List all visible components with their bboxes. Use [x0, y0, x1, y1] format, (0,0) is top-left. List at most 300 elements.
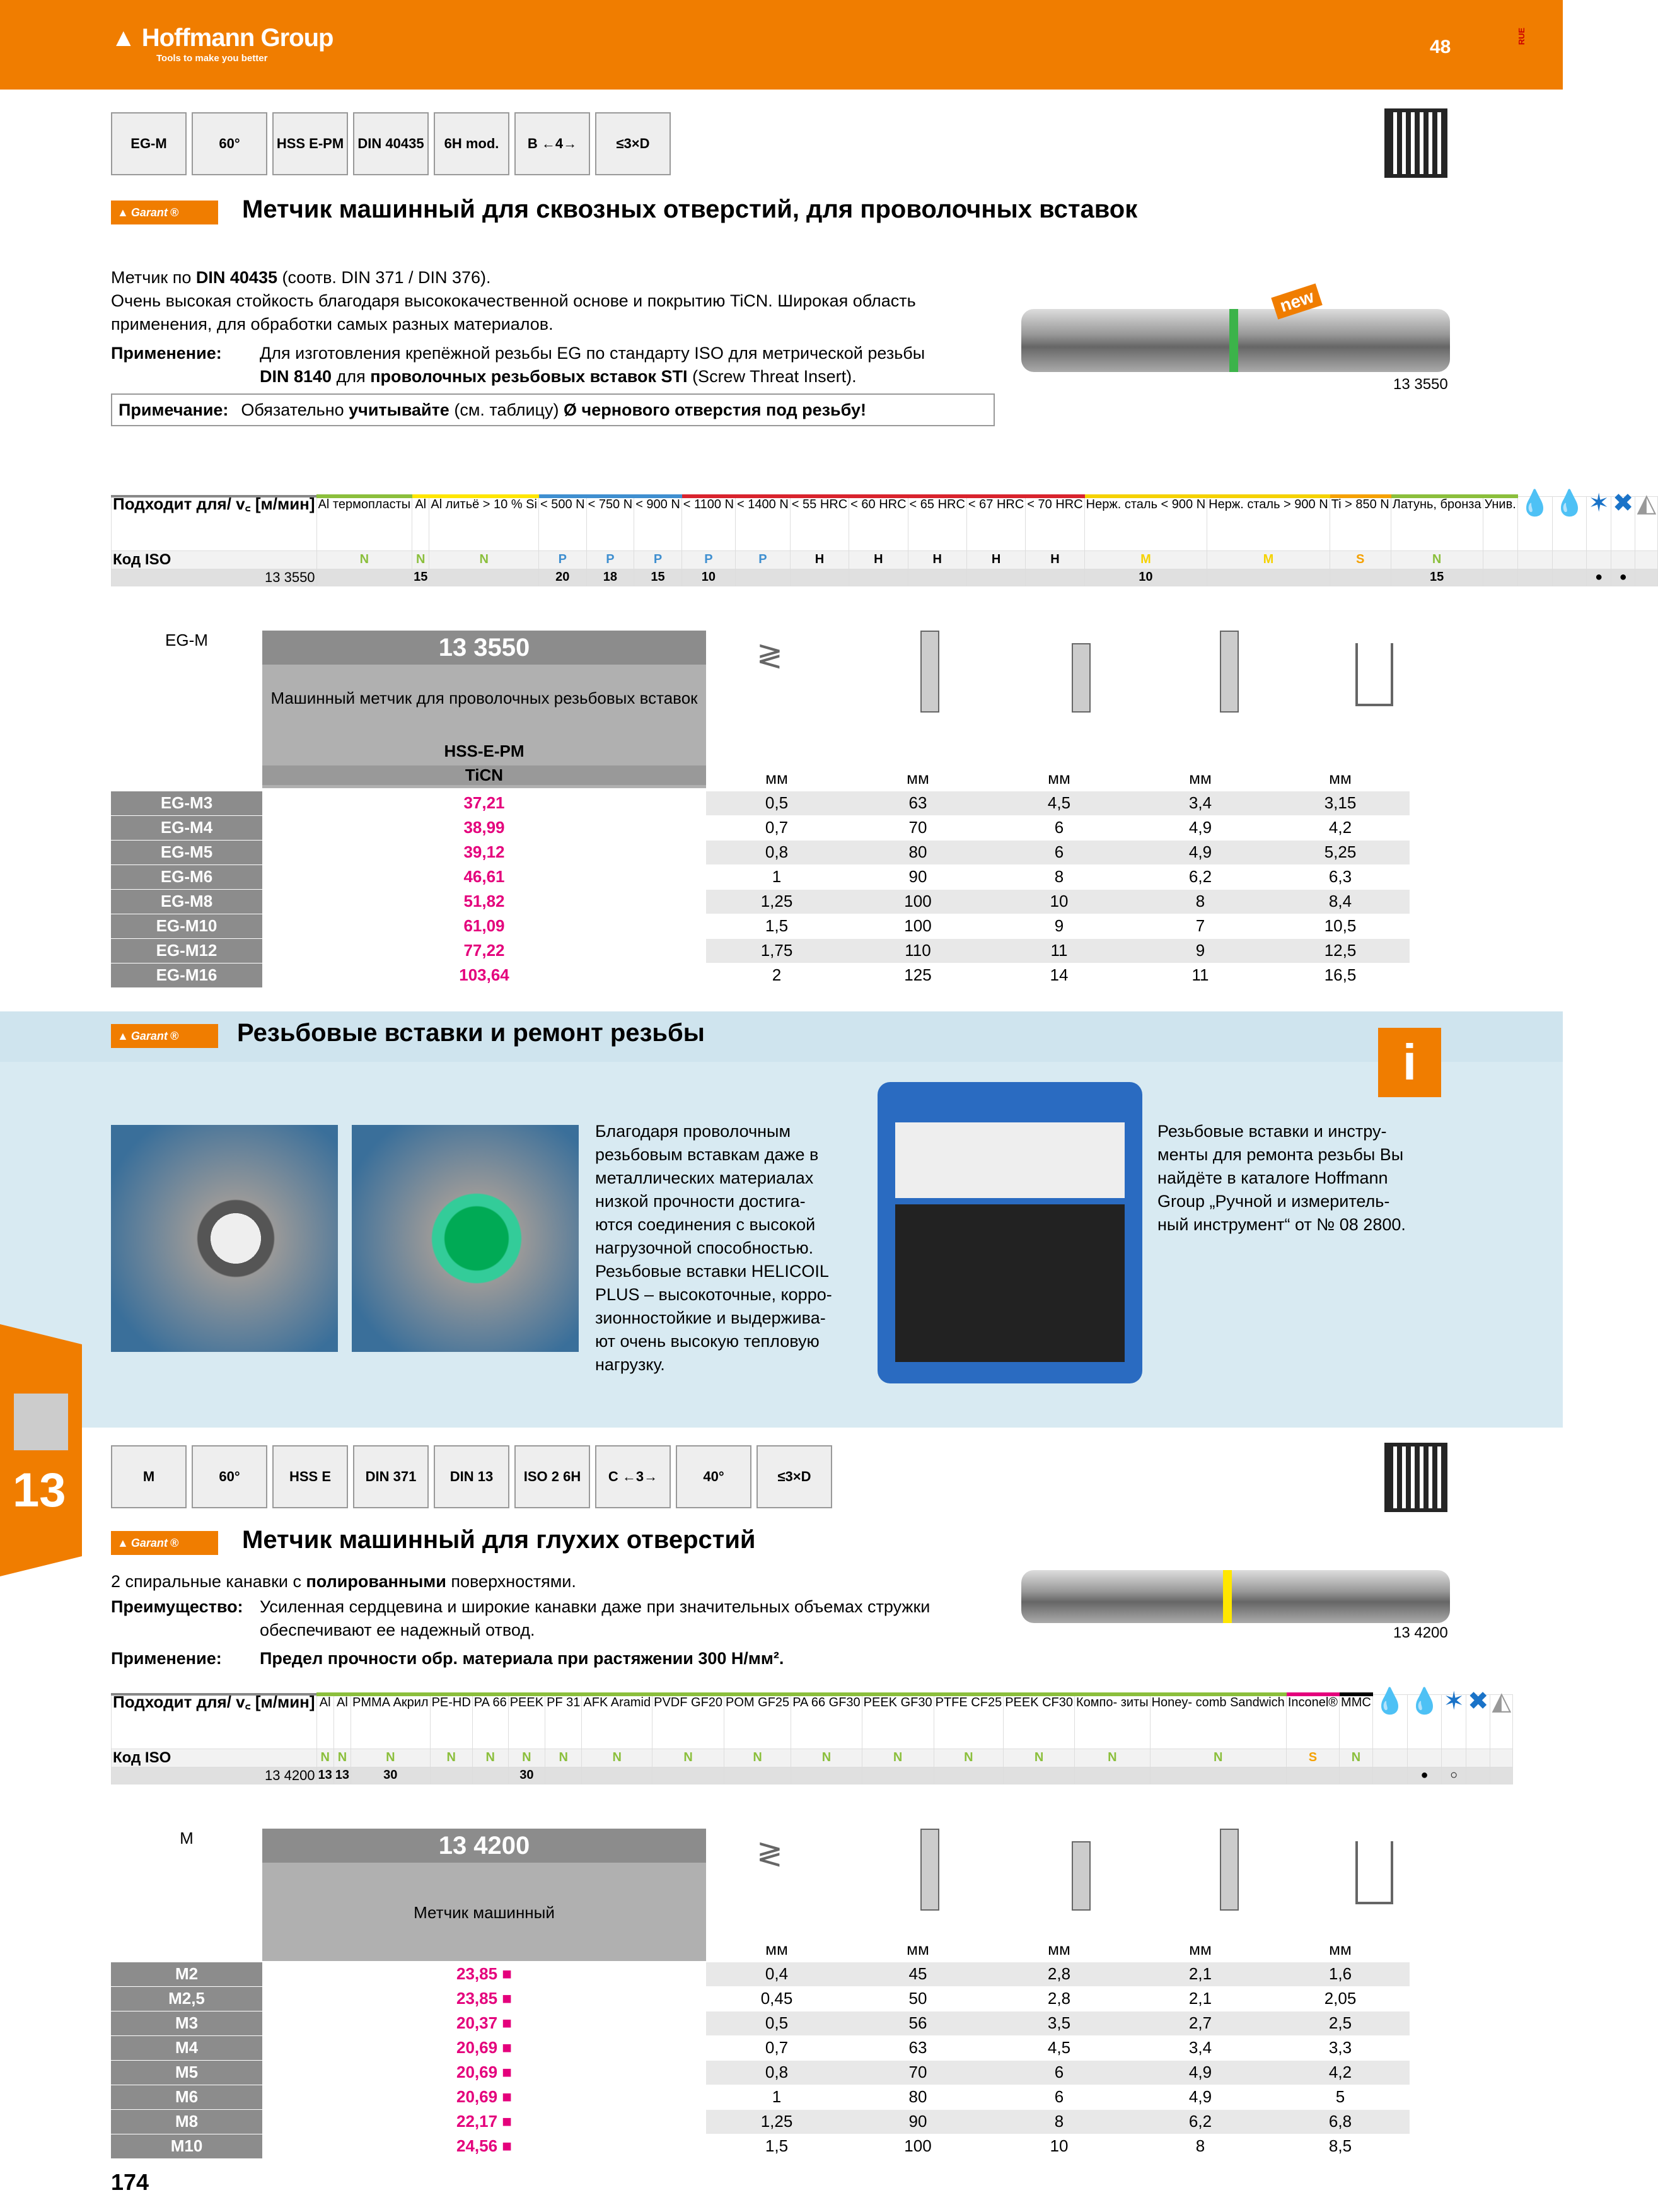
price-cell: 23,85 ■ — [262, 1986, 706, 2011]
size-cell: EG-M8 — [111, 889, 262, 914]
emulsion-drop-icon: 💧 — [1552, 496, 1587, 550]
spec-icon: 60° — [192, 1445, 267, 1508]
mat-col: < 60 HRC — [849, 496, 908, 550]
size-cell: EG-M4 — [111, 815, 262, 840]
oil-drop-icon: 💧 — [1517, 496, 1552, 550]
size-cell: M2,5 — [111, 1986, 262, 2011]
size-cell: M4 — [111, 2035, 262, 2060]
value-cell: 7 — [1130, 914, 1271, 938]
tool-length-icon — [920, 1829, 939, 1911]
value-cell: 6,8 — [1271, 2109, 1410, 2134]
mat-col: < 1100 N — [681, 496, 735, 550]
iso-code: P — [634, 550, 682, 569]
mat-col: < 900 N — [634, 496, 682, 550]
iso-code: N — [862, 1749, 934, 1767]
value-cell: 8 — [1130, 2134, 1271, 2158]
iso-code: N — [333, 1749, 351, 1767]
mat-col: Латунь, бронза — [1391, 496, 1483, 550]
value-cell: 45 — [847, 1962, 988, 1986]
iso-code: M — [1207, 550, 1330, 569]
mat-col: Al литьё > 10 % Si — [429, 496, 539, 550]
kit-label-area — [895, 1122, 1125, 1198]
price-cell: 51,82 — [262, 889, 706, 914]
application-label: Применение: — [111, 1649, 222, 1668]
speed — [862, 1767, 934, 1784]
value-cell: 6 — [988, 2060, 1130, 2085]
mat-col: PEEK GF30 — [862, 1694, 934, 1749]
value-cell: 4,2 — [1271, 815, 1410, 840]
price-cell: 39,12 — [262, 840, 706, 864]
iso-label: Код ISO — [112, 1749, 317, 1767]
speed — [316, 569, 412, 586]
thread-photo-before — [111, 1125, 338, 1352]
section2-title: Резьбовые вставки и ремонт резьбы — [237, 1019, 705, 1047]
price-cell: 24,56 ■ — [262, 2134, 706, 2158]
price-cell: 103,64 — [262, 963, 706, 987]
mat-col: < 55 HRC — [790, 496, 849, 550]
speed: 10 — [681, 569, 735, 586]
mat-col: Al — [316, 1694, 333, 1749]
speed: 15 — [412, 569, 429, 586]
price-cell: 20,37 ■ — [262, 2011, 706, 2035]
iso-code: P — [538, 550, 586, 569]
spec-icon: M — [111, 1445, 187, 1508]
value-cell: 4,9 — [1130, 2060, 1271, 2085]
info-icon[interactable]: i — [1378, 1028, 1441, 1097]
iso-code: N — [429, 550, 539, 569]
value-cell: 2,8 — [988, 1986, 1130, 2011]
tool-ring-yellow — [1223, 1570, 1232, 1623]
speed-row-label: 13 4200 — [112, 1767, 317, 1784]
qr-code-icon[interactable] — [1384, 108, 1447, 178]
value-cell: 16,5 — [1271, 963, 1410, 987]
oil-drop-icon: 💧 — [1372, 1694, 1407, 1749]
price-marker-icon: ■ — [497, 2013, 512, 2032]
mat-col: MMC — [1340, 1694, 1373, 1749]
mat-col: < 1400 N — [736, 496, 791, 550]
speed — [1483, 569, 1517, 586]
mat-col: PVDF GF20 — [652, 1694, 724, 1749]
unit-cell: мм — [1130, 766, 1271, 791]
value-cell: 6 — [988, 815, 1130, 840]
table-row — [111, 2134, 1410, 2158]
section1-desc: Метчик по DIN 40435 (соотв. DIN 371 / DIN 376). Очень высокая стойкость благодаря высококачественной основе и покрытию TiCN. Широкая область применения, для обработки самых разных материалов. — [111, 268, 916, 334]
table-series-label: M — [180, 1829, 194, 1848]
price-cell: 77,22 — [262, 938, 706, 963]
mat-col: Al — [333, 1694, 351, 1749]
shank-diameter-icon — [1072, 643, 1091, 713]
value-cell: 6,2 — [1130, 2109, 1271, 2134]
value-cell: 1,25 — [706, 889, 847, 914]
price-marker-icon: ■ — [497, 1964, 512, 1983]
thread-photo-insert — [352, 1125, 579, 1352]
value-cell: 8 — [1130, 889, 1271, 914]
page-tab-number: 48 — [1430, 37, 1451, 57]
value-cell: 2,7 — [1130, 2011, 1271, 2035]
mat-col: < 500 N — [538, 496, 586, 550]
value-cell: 1,25 — [706, 2109, 847, 2134]
iso-code: M — [1084, 550, 1207, 569]
iso-code: H — [908, 550, 966, 569]
speed: 13 — [333, 1767, 351, 1784]
coolant-mark: ○ — [1442, 1767, 1466, 1784]
product-coating: TiCN — [262, 765, 706, 785]
air-icon: ◭ — [1490, 1694, 1513, 1749]
value-cell: 80 — [847, 2085, 988, 2109]
note-box: Примечание: Обязательно учитывайте (см. таблицу) Ø чернового отверстия под резьбу! — [111, 393, 995, 426]
table-row — [111, 889, 1410, 914]
product-code: 13 4200 — [262, 1829, 706, 1863]
mql-icon: ✶ — [1587, 496, 1611, 550]
thread-pitch-icon: ≷ — [757, 1836, 783, 1871]
section2-text-left: Благодаря проволочным резьбовым вставкам даже в металлических материалах низкой прочности достига- ются соединения с высокой нагрузочной способностью. Резьбовые вставки HELICOIL PLUS – высокоточные, корро- зионностойкие и выдержива- ют очень высокую тепловую нагрузку. — [595, 1122, 832, 1374]
mat-col: PEEK — [508, 1694, 545, 1749]
value-cell: 70 — [847, 815, 988, 840]
size-cell: EG-M12 — [111, 938, 262, 963]
iso-code: H — [790, 550, 849, 569]
speed — [430, 1767, 472, 1784]
value-cell: 3,15 — [1271, 791, 1410, 815]
price-marker-icon: ■ — [497, 2038, 512, 2057]
mat-col: Унив. — [1483, 496, 1517, 550]
qr-code-icon[interactable] — [1384, 1443, 1447, 1512]
value-cell: 8 — [988, 2109, 1130, 2134]
iso-code: N — [1150, 1749, 1286, 1767]
mat-col: Ti > 850 N — [1330, 496, 1391, 550]
value-cell: 10 — [988, 889, 1130, 914]
spec-icon: EG-M — [111, 112, 187, 175]
shank-diameter-icon — [1072, 1841, 1091, 1911]
coolant-mark — [1372, 1767, 1407, 1784]
mat-col: Al термопласты — [316, 496, 412, 550]
iso-code: S — [1330, 550, 1391, 569]
coolant-mark: ● — [1407, 1767, 1442, 1784]
application-text: Для изготовления крепёжной резьбы EG по стандарту ISO для метрической резьбы DIN 8140 для проволочных резьбовых вставок STI (Screw Threat Insert). — [260, 344, 925, 386]
table-row — [111, 864, 1410, 889]
value-cell: 1 — [706, 2085, 847, 2109]
iso-code: N — [1340, 1749, 1373, 1767]
mat-col: Компо- зиты — [1075, 1694, 1151, 1749]
value-cell: 3,4 — [1130, 791, 1271, 815]
spec-icon: 6H mod. — [434, 112, 509, 175]
value-cell: 8,4 — [1271, 889, 1410, 914]
table-row — [111, 2011, 1410, 2035]
mat-head: Подходит для/ v꜀ [м/мин] — [112, 496, 317, 550]
value-cell: 0,45 — [706, 1986, 847, 2011]
table-row — [111, 2060, 1410, 2085]
spec-icon: HSS E — [272, 1445, 348, 1508]
kit-inserts-area — [895, 1204, 1125, 1362]
value-cell: 50 — [847, 1986, 988, 2011]
data-table-1 — [111, 766, 1410, 988]
value-cell: 4,5 — [988, 791, 1130, 815]
speed: 10 — [1084, 569, 1207, 586]
value-cell: 100 — [847, 889, 988, 914]
price-marker-icon: ■ — [497, 1989, 512, 2008]
drill-icon — [14, 1394, 68, 1450]
square-size-icon — [1220, 631, 1239, 713]
unit-cell: мм — [706, 766, 847, 791]
table-row — [111, 2035, 1410, 2060]
value-cell: 90 — [847, 864, 988, 889]
speed-row-label: 13 3550 — [112, 569, 317, 586]
value-cell: 0,8 — [706, 2060, 847, 2085]
advantage-text: Усиленная сердцевина и широкие канавки даже при значительных объемах стружки обеспечивают ее надежный отвод. — [260, 1597, 930, 1639]
value-cell: 63 — [847, 791, 988, 815]
value-cell: 90 — [847, 2109, 988, 2134]
mat-col: POM GF25 — [724, 1694, 791, 1749]
unit-cell: мм — [847, 1937, 988, 1962]
section1-title: Метчик машинный для сквозных отверстий, для проволочных вставок — [242, 195, 1138, 223]
iso-code: P — [681, 550, 735, 569]
speed: 30 — [508, 1767, 545, 1784]
value-cell: 4,5 — [988, 2035, 1130, 2060]
unit-cell: мм — [988, 766, 1130, 791]
mat-col: Al — [412, 496, 429, 550]
iso-code: N — [1075, 1749, 1151, 1767]
table-row — [111, 1962, 1410, 1986]
speed: 30 — [351, 1767, 431, 1784]
coolant-mark — [1466, 1767, 1490, 1784]
value-cell: 4,9 — [1130, 2085, 1271, 2109]
speed — [724, 1767, 791, 1784]
tap-image — [1021, 1570, 1450, 1623]
value-cell: 1,5 — [706, 914, 847, 938]
value-cell: 14 — [988, 963, 1130, 987]
mat-col: PF 31 — [545, 1694, 582, 1749]
chapter-tab[interactable] — [0, 1324, 82, 1576]
table-row — [111, 963, 1410, 987]
value-cell: 2,1 — [1130, 1962, 1271, 1986]
speed: 20 — [538, 569, 586, 586]
unit-cell: мм — [1271, 766, 1410, 791]
spec-icons-1 — [111, 112, 671, 175]
size-cell: M8 — [111, 2109, 262, 2134]
tool-length-icon — [920, 631, 939, 713]
spec-icon: C ←3→ — [595, 1445, 671, 1508]
speed — [472, 1767, 508, 1784]
speed: 15 — [1391, 569, 1483, 586]
square-size-icon — [1220, 1829, 1239, 1911]
iso-code: N — [652, 1749, 724, 1767]
coolant-mark — [1635, 569, 1658, 586]
language-code: RUE — [1517, 27, 1527, 45]
price-cell: 38,99 — [262, 815, 706, 840]
mat-col: Honey- comb Sandwich — [1150, 1694, 1286, 1749]
new-badge: new — [1271, 283, 1323, 319]
section3-desc: 2 спиральные канавки с полированными поверхностями. — [111, 1572, 576, 1591]
spec-icon: DIN 13 — [434, 1445, 509, 1508]
speed: 13 — [316, 1767, 333, 1784]
chapter-number: 13 — [13, 1464, 66, 1517]
value-cell: 9 — [1130, 938, 1271, 963]
table-row — [111, 791, 1410, 815]
value-cell: 125 — [847, 963, 988, 987]
dry-icon: ✖ — [1466, 1694, 1490, 1749]
speed — [1075, 1767, 1151, 1784]
speed — [1207, 569, 1330, 586]
value-cell: 0,7 — [706, 2035, 847, 2060]
mql-icon: ✶ — [1442, 1694, 1466, 1749]
value-cell: 56 — [847, 2011, 988, 2035]
price-marker-icon: ■ — [497, 2063, 512, 2081]
value-cell: 63 — [847, 2035, 988, 2060]
table-row — [111, 938, 1410, 963]
speed — [791, 1767, 862, 1784]
price-cell: 20,69 ■ — [262, 2060, 706, 2085]
tool-ring-green — [1229, 309, 1238, 372]
unit-cell: мм — [988, 1937, 1130, 1962]
value-cell: 4,9 — [1130, 840, 1271, 864]
mat-col: PMMA Акрил — [351, 1694, 431, 1749]
spec-icon: ISO 2 6H — [514, 1445, 590, 1508]
value-cell: 4,2 — [1271, 2060, 1410, 2085]
speed — [1150, 1767, 1286, 1784]
value-cell: 100 — [847, 914, 988, 938]
mat-col: Inconel® — [1286, 1694, 1339, 1749]
section2-text-right: Резьбовые вставки и инстру- менты для ремонта резьбы Вы найдёте в каталоге Hoffmann Group „Ручной и измеритель- ный инструмент“ от № 08 2800. — [1157, 1122, 1406, 1234]
iso-code: N — [412, 550, 429, 569]
table-row — [111, 2085, 1410, 2109]
speed — [934, 1767, 1004, 1784]
price-marker-icon: ■ — [497, 2087, 512, 2106]
iso-code: N — [316, 1749, 333, 1767]
coolant-mark: ● — [1611, 569, 1635, 586]
value-cell: 4,9 — [1130, 815, 1271, 840]
value-cell: 8 — [988, 864, 1130, 889]
price-cell: 22,17 ■ — [262, 2109, 706, 2134]
speed — [1004, 1767, 1075, 1784]
coolant-mark — [1552, 569, 1587, 586]
table-row — [111, 914, 1410, 938]
table-row — [111, 1986, 1410, 2011]
drill-hole-icon — [1355, 1841, 1393, 1904]
value-cell: 0,5 — [706, 791, 847, 815]
unit-cell: мм — [1271, 1937, 1410, 1962]
size-cell: M3 — [111, 2011, 262, 2035]
iso-code: N — [724, 1749, 791, 1767]
price-cell: 61,09 — [262, 914, 706, 938]
drill-hole-icon — [1355, 643, 1393, 706]
value-cell: 0,8 — [706, 840, 847, 864]
tool-number: 13 4200 — [1393, 1624, 1448, 1641]
size-cell: M10 — [111, 2134, 262, 2158]
size-cell: M6 — [111, 2085, 262, 2109]
spec-icon: ≤3×D — [595, 112, 671, 175]
unit-cell: мм — [706, 1937, 847, 1962]
iso-code: H — [966, 550, 1025, 569]
iso-code: N — [1004, 1749, 1075, 1767]
mat-col: AFK Aramid — [582, 1694, 652, 1749]
price-cell: 37,21 — [262, 791, 706, 815]
spec-icon: DIN 40435 — [353, 112, 429, 175]
value-cell: 100 — [847, 2134, 988, 2158]
value-cell: 2,8 — [988, 1962, 1130, 1986]
air-icon: ◭ — [1635, 496, 1658, 550]
value-cell: 2,1 — [1130, 1986, 1271, 2011]
iso-code: N — [791, 1749, 862, 1767]
dry-icon: ✖ — [1611, 496, 1635, 550]
coolant-mark — [1517, 569, 1552, 586]
value-cell: 1,5 — [706, 2134, 847, 2158]
application-label: Применение: — [111, 344, 222, 363]
mat-col: < 70 HRC — [1026, 496, 1084, 550]
value-cell: 110 — [847, 938, 988, 963]
brand-tagline: Tools to make you better — [156, 53, 268, 64]
iso-code: N — [351, 1749, 431, 1767]
price-cell: 20,69 ■ — [262, 2035, 706, 2060]
value-cell: 9 — [988, 914, 1130, 938]
product-code: 13 3550 — [262, 631, 706, 665]
iso-code: N — [430, 1749, 472, 1767]
value-cell: 10 — [988, 2134, 1130, 2158]
product-material: HSS-E-PM — [444, 742, 525, 760]
garant-logo: ▲ Garant ® — [111, 201, 218, 224]
coolant-mark: ● — [1587, 569, 1611, 586]
value-cell: 5 — [1271, 2085, 1410, 2109]
value-cell: 3,5 — [988, 2011, 1130, 2035]
tool-number: 13 3550 — [1393, 376, 1448, 393]
speed — [652, 1767, 724, 1784]
mat-col: < 750 N — [586, 496, 634, 550]
speed — [1330, 569, 1391, 586]
value-cell: 70 — [847, 2060, 988, 2085]
size-cell: EG-M10 — [111, 914, 262, 938]
mat-col: < 67 HRC — [966, 496, 1025, 550]
table-row — [111, 840, 1410, 864]
value-cell: 6,2 — [1130, 864, 1271, 889]
value-cell: 0,7 — [706, 815, 847, 840]
mat-col: Нерж. сталь < 900 N — [1084, 496, 1207, 550]
mat-col: PA 66 — [472, 1694, 508, 1749]
material-table-2 — [111, 1687, 1513, 1784]
spec-icon: HSS E-PM — [272, 112, 348, 175]
spec-icon: 40° — [676, 1445, 751, 1508]
data-table-2 — [111, 1937, 1410, 2159]
value-cell: 3,4 — [1130, 2035, 1271, 2060]
mat-col: PE-HD — [430, 1694, 472, 1749]
mat-col: PA 66 GF30 — [791, 1694, 862, 1749]
iso-code: P — [586, 550, 634, 569]
brand-logo: ▲ Hoffmann Group Tools to make you better — [111, 24, 333, 64]
price-cell: 46,61 — [262, 864, 706, 889]
advantage-label: Преимущество: — [111, 1597, 243, 1616]
size-cell: EG-M6 — [111, 864, 262, 889]
size-cell: EG-M5 — [111, 840, 262, 864]
value-cell: 6 — [988, 840, 1130, 864]
section3-title: Метчик машинный для глухих отверстий — [242, 1526, 756, 1554]
emulsion-drop-icon: 💧 — [1407, 1694, 1442, 1749]
value-cell: 80 — [847, 840, 988, 864]
iso-code: H — [849, 550, 908, 569]
speed — [966, 569, 1025, 586]
price-marker-icon: ■ — [497, 2136, 512, 2155]
value-cell: 2,5 — [1271, 2011, 1410, 2035]
size-cell: M5 — [111, 2060, 262, 2085]
table-series-label: EG-M — [165, 631, 208, 649]
table-row — [111, 2109, 1410, 2134]
speed — [1286, 1767, 1339, 1784]
value-cell: 1,6 — [1271, 1962, 1410, 1986]
value-cell: 1,75 — [706, 938, 847, 963]
price-marker-icon: ■ — [497, 2112, 512, 2131]
speed — [545, 1767, 582, 1784]
iso-code: N — [545, 1749, 582, 1767]
iso-code: N — [472, 1749, 508, 1767]
value-cell: 5,25 — [1271, 840, 1410, 864]
product-desc: Метчик машинный — [414, 1903, 555, 1922]
mat-col: PTFE CF25 — [934, 1694, 1004, 1749]
